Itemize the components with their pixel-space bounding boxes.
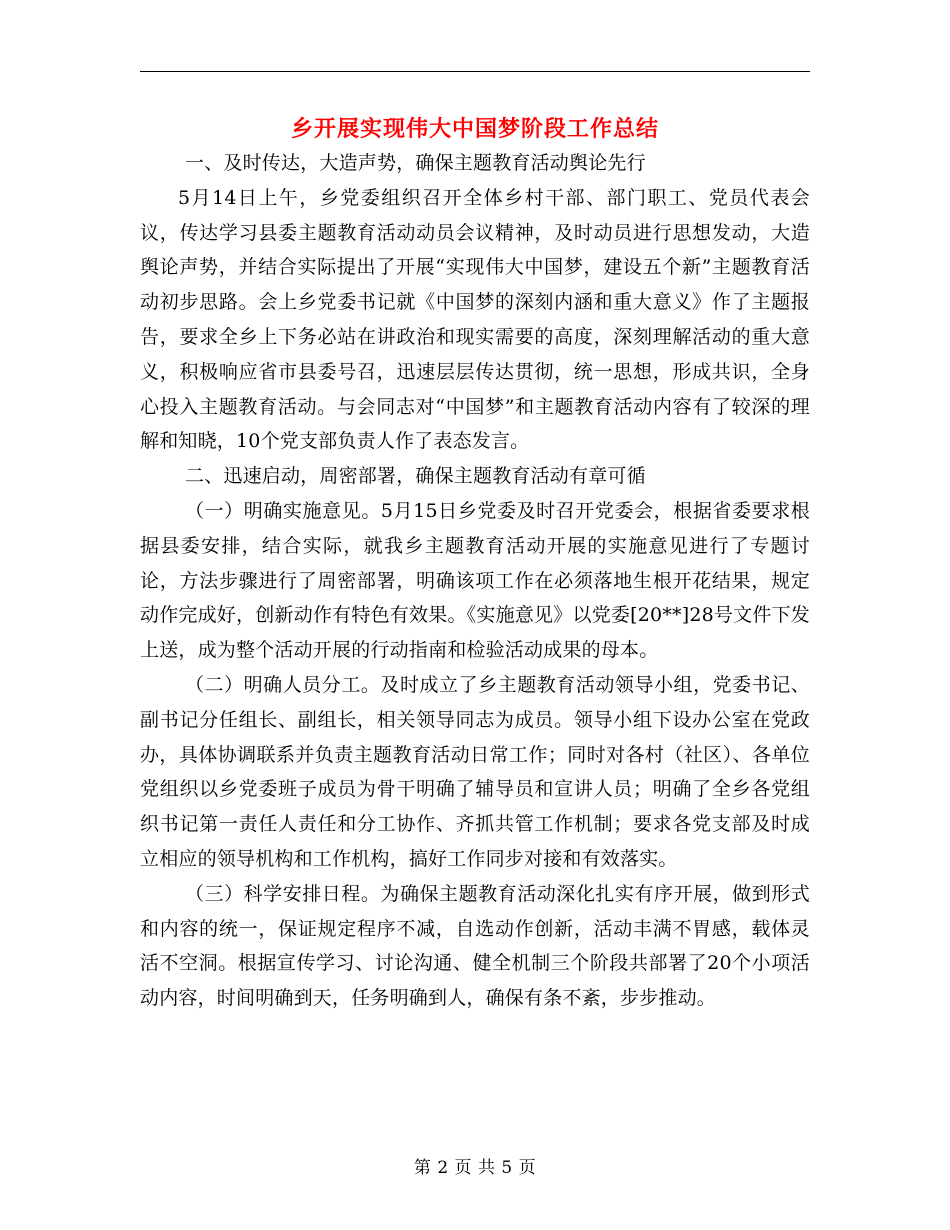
body-paragraph-1: 5月14日上午，乡党委组织召开全体乡村干部、部门职工、党员代表会议，传达学习县委主题教育活动动员会议精神，及时动员进行思想发动，大造舆论声势，并结合实际提出了开展“实现伟大中国梦，建设五个新”主题教育活动初步思路。会上乡党委书记就《中国梦的深刻内涵和重大意义》作了主题报告，要求全乡上下务必站在讲政治和现实需要的高度，深刻理解活动的重大意义，积极响应省市县委号召，迅速层层传达贯彻，统一思想，形成共识，全身心投入主题教育活动。与会同志对“中国梦”和主题教育活动内容有了较深的理解和知晓，10个党支部负责人作了表态发言。 xyxy=(140,186,810,453)
section-heading-1: 一、及时传达，大造声势，确保主题教育活动舆论先行 xyxy=(185,152,646,174)
document-body xyxy=(140,146,810,1016)
page-footer: 第 2 页 共 5 页 xyxy=(413,1158,537,1178)
sub-paragraph-3: （三）科学安排日程。为确保主题教育活动深化扎实有序开展，做到形式和内容的统一，保证规定程序不减，自选动作创新，活动丰满不胃感，载体灵活不空洞。根据宣传学习、讨论沟通、健全机制三个阶段共部署了20个小项活动内容，时间明确到天，任务明确到人，确保有条不紊，步步推动。 xyxy=(140,882,810,1010)
section-heading-2: 二、迅速启动，周密部署，确保主题教育活动有章可循 xyxy=(185,465,646,488)
header-rule xyxy=(140,71,810,72)
sub-paragraph-2: （二）明确人员分工。及时成立了乡主题教育活动领导小组，党委书记、副书记分任组长、副组长，相关领导同志为成员。领导小组下设办公室在党政办，具体协调联系并负责主题教育活动日常工作；同时对各村（社区）、各单位党组织以乡党委班子成员为骨干明确了辅导员和宣讲人员；明确了全乡各党组织书记第一责任人责任和分工协作、齐抓共管工作机制；要求各党支部及时成立相应的领导机构和工作机构，搞好工作同步对接和有效落实。 xyxy=(140,673,810,870)
document-title: 乡开展实现伟大中国梦阶段工作总结 xyxy=(290,116,659,142)
sub-paragraph-1: （一）明确实施意见。5月15日乡党委及时召开党委会，根据省委要求根据县委安排，结合实际，就我乡主题教育活动开展的实施意见进行了专题讨论，方法步骤进行了周密部署，明确该项工作在必须落地生根开花结果，规定动作完成好，创新动作有特色有效果。《实施意见》以党委[20**]28号文件下发上送，成为整个活动开展的行动指南和检验活动成果的母本。 xyxy=(140,499,810,662)
